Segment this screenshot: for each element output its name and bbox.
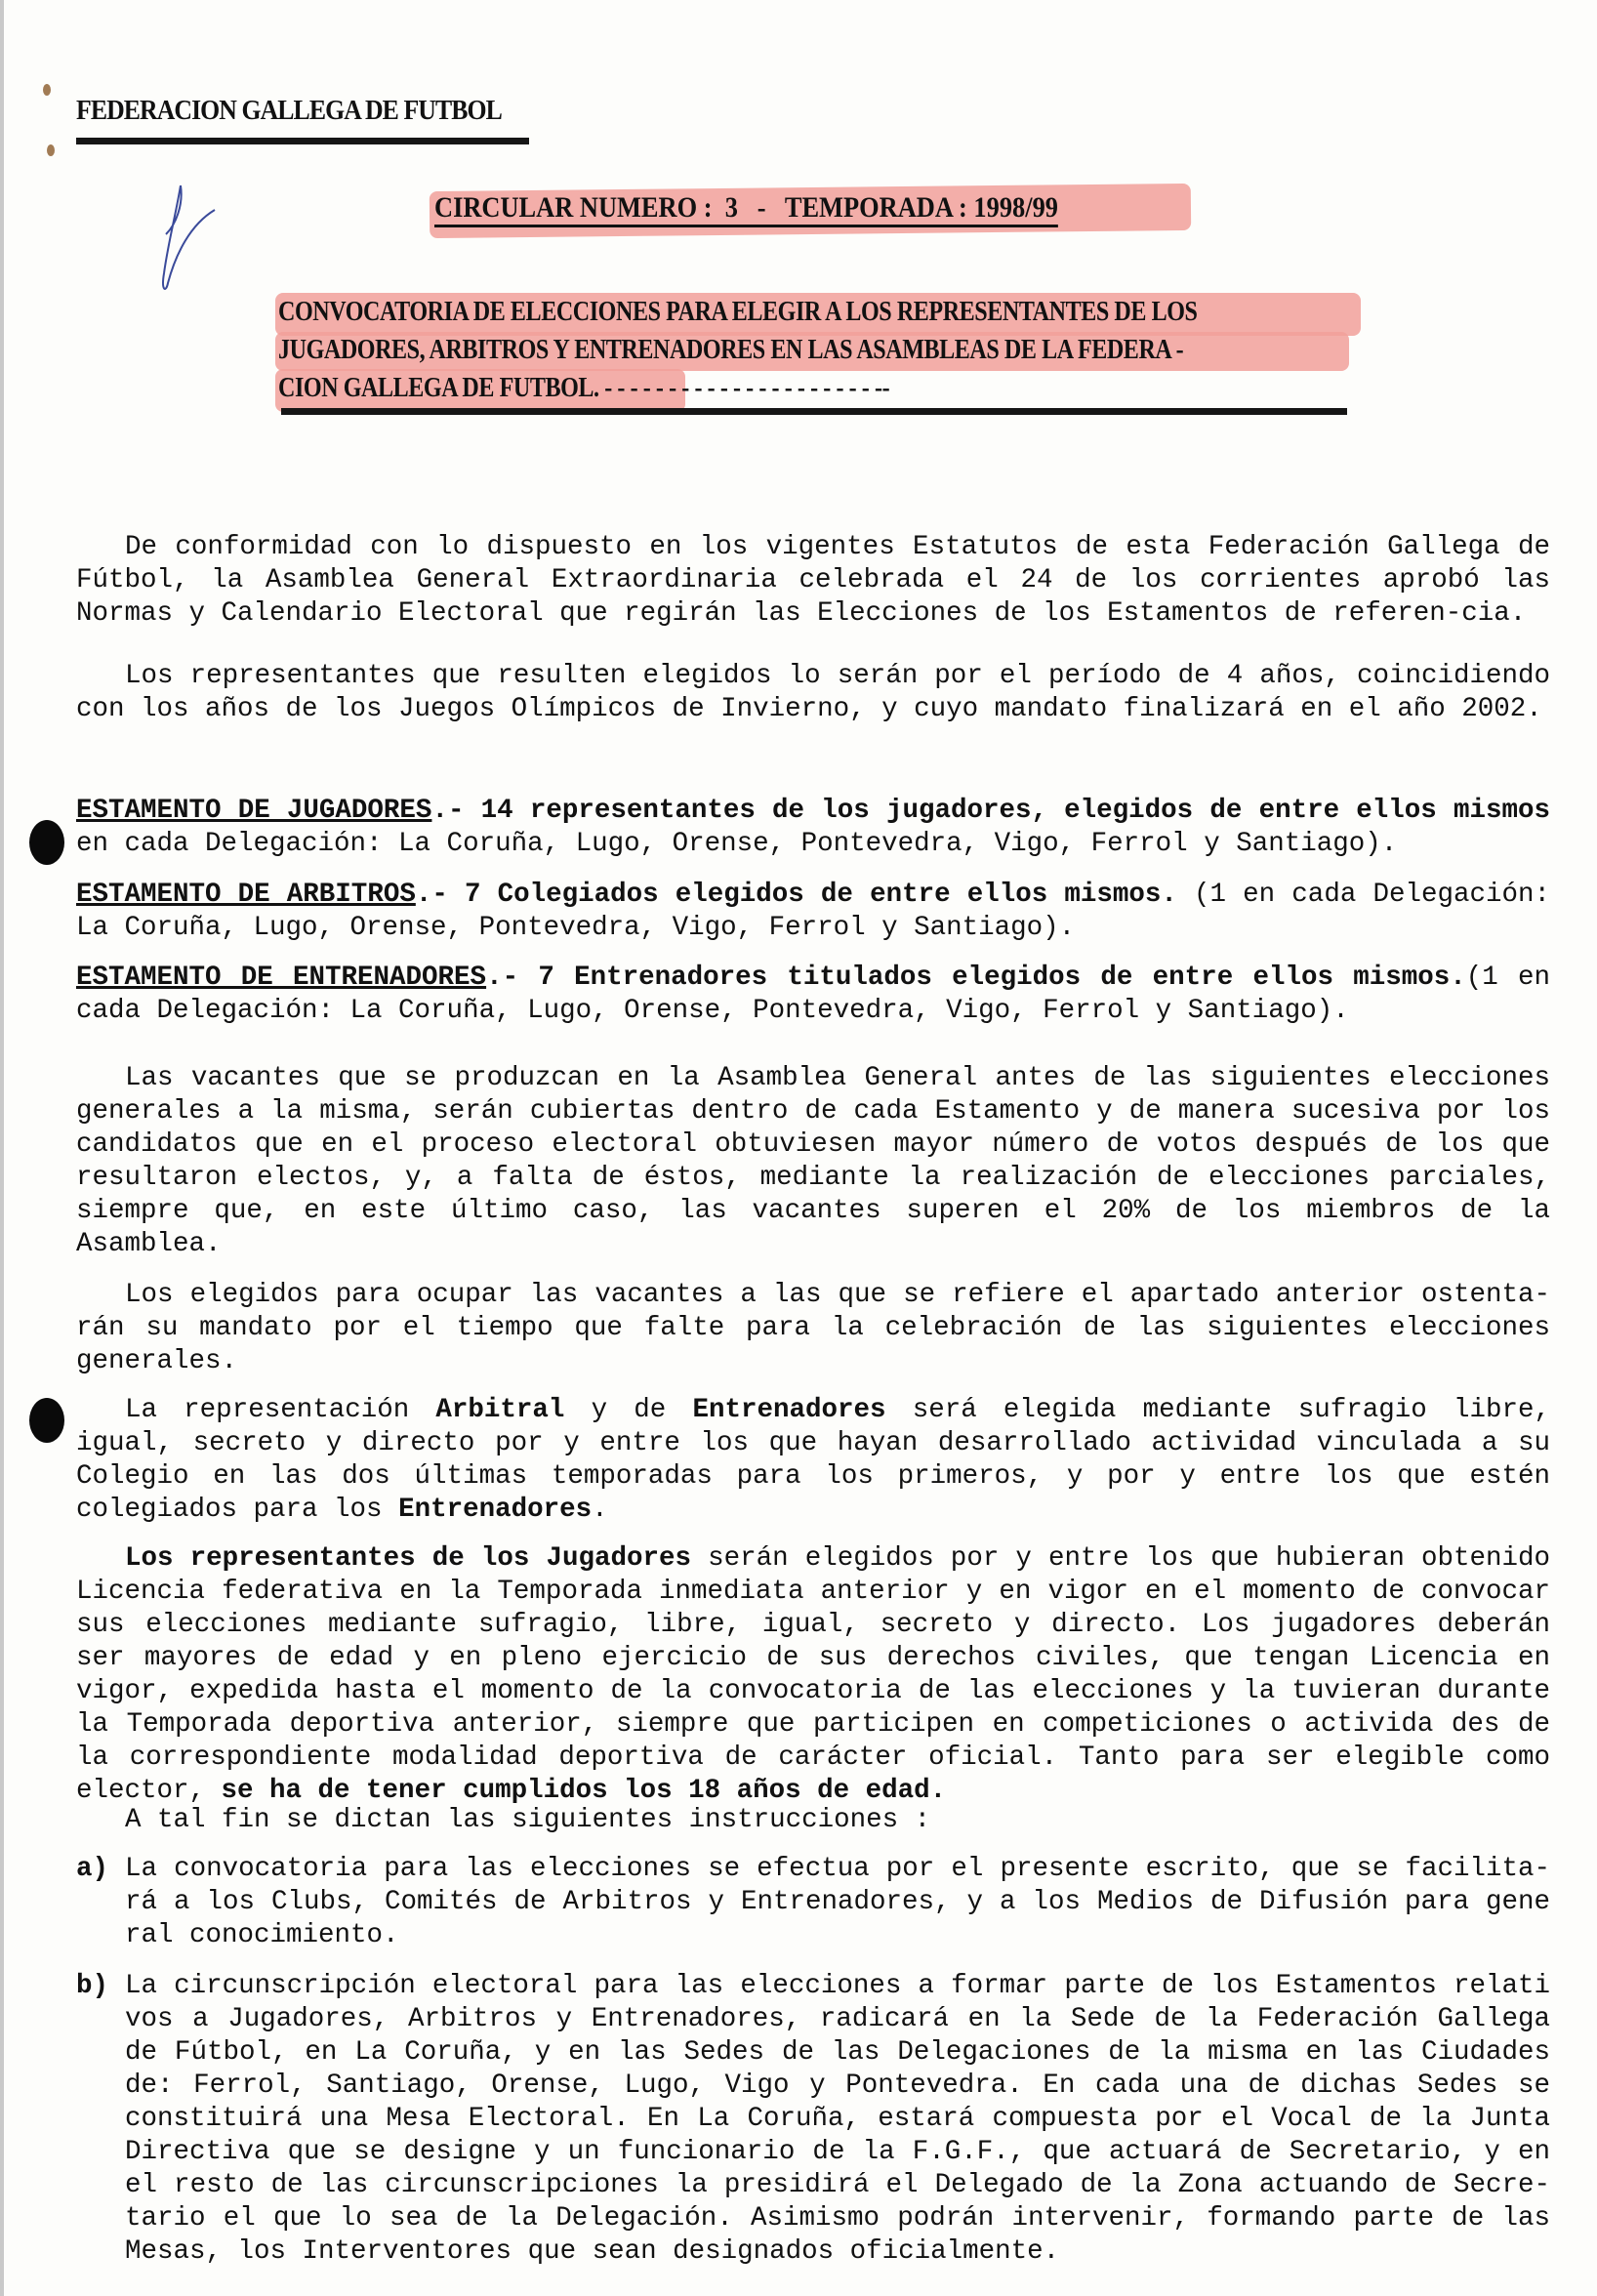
bold-text: Los representantes de los Jugadores xyxy=(125,1543,691,1574)
text-segment: (1 en cada Delegación: La Coruña, Lugo, Orense, Pontevedra, Vigo, Ferrol y Santiago). xyxy=(76,963,1550,1026)
instruction-item-a xyxy=(76,1853,1550,1952)
document-title xyxy=(278,293,1352,407)
item-label: a) xyxy=(76,1854,109,1884)
bold-text: se ha de tener cumplidos los 18 años de edad. xyxy=(221,1776,947,1806)
bold-text: .- 7 Entrenadores titulados elegidos de entre ellos mismos. xyxy=(486,963,1466,993)
text-segment: será elegida mediante sufragio libre, igual, secreto y directo por y entre los que hayan desarrollado actividad vinculada a su Colegio en las dos últimas temporadas para los primeros, y por y entre los que estén colegiados para los xyxy=(76,1395,1550,1525)
title-line: JUGADORES, ARBITROS Y ENTRENADORES EN LAS ASAMBLEAS DE LA FEDERA - xyxy=(278,335,1184,365)
text-segment: De conformidad con lo dispuesto en los vigentes Estatutos de esta Federación Gallega de Fútbol, la Asamblea General Extraordinaria celebrada el 24 de los corrientes aprobó las Normas y Calendario Electoral que regirán las Elecciones de los Estamentos de referen-cia. xyxy=(76,532,1550,629)
text-segment: (1 en cada Delegación: La Coruña, Lugo, Orense, Pontevedra, Vigo, Ferrol y Santiago). xyxy=(76,880,1550,943)
bold-text: .- 14 representantes de los jugadores, elegidos de entre ellos mismos xyxy=(431,796,1550,826)
instruction-item-b xyxy=(76,1970,1550,2269)
title-line: CONVOCATORIA DE ELECCIONES PARA ELEGIR A LOS REPRESENTANTES DE LOS xyxy=(278,297,1198,327)
text-segment: A tal fin se dictan las siguientes instrucciones : xyxy=(125,1805,931,1835)
paragraph-representantes xyxy=(76,660,1550,726)
paragraph-jugadores xyxy=(76,1542,1550,1808)
header-rule xyxy=(76,138,529,144)
estamento-jugadores xyxy=(76,795,1550,861)
paragraph-elegidos xyxy=(76,1279,1550,1378)
estamento-entrenadores xyxy=(76,962,1550,1028)
circular-number: CIRCULAR NUMERO : 3 - TEMPORADA : 1998/99 xyxy=(434,191,1058,227)
page-edge xyxy=(0,0,4,2296)
bold-text: Entrenadores xyxy=(398,1495,593,1525)
title-line: CION GALLEGA DE FUTBOL. - - - - - - - - - - - - - - - - - - - - - -- xyxy=(278,373,890,403)
section-heading: ESTAMENTO DE ENTRENADORES xyxy=(76,963,487,993)
instructions-intro xyxy=(76,1804,1550,1837)
handwritten-signature-mark xyxy=(137,176,254,303)
punch-hole xyxy=(29,1398,64,1443)
section-heading: ESTAMENTO DE ARBITROS xyxy=(76,880,416,910)
item-text: La convocatoria para las elecciones se efectua por el presente escrito, que se facilita-rá a los Clubs, Comités de Arbitros y Entrenadores, y a los Medios de Difusión para gene ral conocimiento. xyxy=(125,1854,1550,1950)
paragraph-vacantes xyxy=(76,1062,1550,1261)
section-heading: ESTAMENTO DE JUGADORES xyxy=(76,796,432,826)
title-rule xyxy=(281,408,1347,415)
text-segment: . xyxy=(592,1495,608,1525)
paragraph-conformidad xyxy=(76,531,1550,631)
estamento-arbitros xyxy=(76,879,1550,945)
paragraph-representacion xyxy=(76,1394,1550,1527)
text-segment: en cada Delegación: La Coruña, Lugo, Orense, Pontevedra, Vigo, Ferrol y Santiago). xyxy=(76,829,1398,859)
organization-name: FEDERACION GALLEGA DE FUTBOL xyxy=(76,96,502,126)
text-segment: La representación xyxy=(125,1395,436,1425)
bold-text: Entrenadores xyxy=(692,1395,886,1425)
item-text: La circunscripción electoral para las elecciones a formar parte de los Estamentos relati vos a Jugadores, Arbitros y Entrenadores, radicará en la Sede de la Federación Gallega de Fútbol, en La Coruña, y en las Sedes de las Delegaciones de la misma en las Ciudades de: Ferrol, Santiago, Orense, Lugo, Vigo y Pontevedra. En cada una de dichas Sedes se constituirá una Mesa Electoral. En La Coruña, estará compuesta por el Vocal de la Junta Directiva que se designe y un funcionario de la F.G.F., que actuará de Secretario, y en el resto de las circunscripciones la presidirá el Delegado de la Zona actuando de Secre-tario el que lo sea de la Delegación. Asimismo podrán intervenir, formando parte de las Mesas, los Interventores que sean designados oficialmente. xyxy=(125,1971,1550,2267)
bold-text: Arbitral xyxy=(435,1395,565,1425)
bold-text: .- 7 Colegiados elegidos de entre ellos mismos. xyxy=(415,880,1177,910)
text-segment: Las vacantes que se produzcan en la Asamblea General antes de las siguientes elecciones generales a la misma, serán cubiertas dentro de cada Estamento y de manera sucesiva por los candidatos que en el proceso electoral obtuviesen mayor número de votos después de los que resultaron electos, y, a falta de éstos, mediante la realización de elecciones parciales, siempre que, en este último caso, las vacantes superen el 20% de los miembros de la Asamblea. xyxy=(76,1063,1550,1259)
text-segment: serán elegidos por y entre los que hubieran obtenido Licencia federativa en la Temporada inmediata anterior y en vigor en el momento de convocar sus elecciones mediante sufragio, libre, igual, secreto y directo. Los jugadores deberán ser mayores de edad y en pleno ejercicio de sus derechos civiles, que tengan Licencia en vigor, expedida hasta el momento de la convocatoria de las elecciones y la tuvieran durante la Temporada deportiva anterior, siempre que participen en competiciones o activida des de la correspondiente modalidad deportiva de carácter oficial. Tanto para ser elegible como elector, xyxy=(76,1543,1550,1806)
item-label: b) xyxy=(76,1971,109,2001)
punch-hole xyxy=(29,820,64,865)
text-segment: Los representantes que resulten elegidos lo serán por el período de 4 años, coincidiendo con los años de los Juegos Olímpicos de Invierno, y cuyo mandato finalizará en el año 2002. xyxy=(76,661,1550,724)
rust-stain xyxy=(47,144,55,156)
text-segment: Los elegidos para ocupar las vacantes a las que se refiere el apartado anterior ostenta-rán su mandato por el tiempo que falte para la celebración de las siguientes elecciones generales. xyxy=(76,1280,1550,1376)
text-segment: y de xyxy=(564,1395,693,1425)
rust-stain xyxy=(43,84,51,96)
